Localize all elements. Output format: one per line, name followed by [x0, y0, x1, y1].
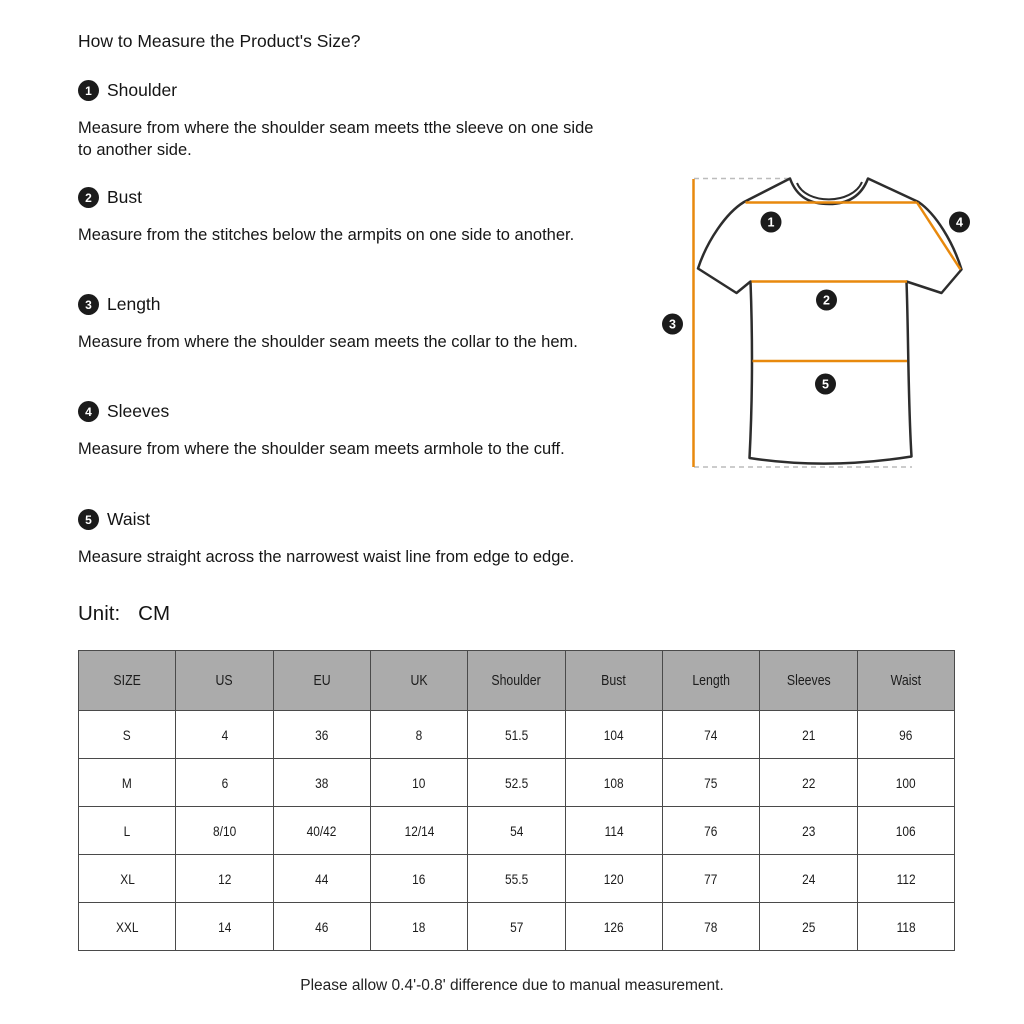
cell: 75 [662, 759, 759, 807]
cell: 74 [662, 711, 759, 759]
step-label: Length [107, 294, 161, 314]
col-header-waist: Waist [857, 651, 954, 711]
unit-label: Unit: [78, 602, 121, 625]
diagram-marker-length [662, 314, 683, 335]
step-description-sleeves: Measure from where the shoulder seam meets armhole to the cuff. [78, 440, 565, 458]
step-number: 1 [85, 83, 92, 98]
cell: M [79, 759, 176, 807]
step-label: Waist [107, 509, 151, 529]
cell: 77 [662, 855, 759, 903]
cell: 10 [370, 759, 467, 807]
table-row-l [79, 807, 955, 855]
svg-text:1: 1 [767, 215, 775, 230]
cell: 40/42 [273, 807, 370, 855]
cell: 120 [565, 855, 662, 903]
cell: 18 [370, 903, 467, 951]
cell: 25 [760, 903, 857, 951]
step-description-shoulder: Measure from where the shoulder seam meets tthe sleeve on one side to another side. [78, 119, 594, 159]
diagram-marker-sleeves [949, 212, 970, 233]
tshirt-outline [698, 179, 962, 464]
cell: 126 [565, 903, 662, 951]
cell: 22 [760, 759, 857, 807]
step-label: Bust [107, 187, 143, 207]
svg-text:5: 5 [822, 377, 829, 392]
cell: 38 [273, 759, 370, 807]
cell: 52.5 [468, 759, 565, 807]
step-number: 2 [85, 190, 92, 205]
step-number-badge [78, 80, 99, 101]
cell: 21 [760, 711, 857, 759]
cell: 118 [857, 903, 954, 951]
cell: 51.5 [468, 711, 565, 759]
cell: 96 [857, 711, 954, 759]
cell: 44 [273, 855, 370, 903]
col-header-eu: EU [273, 651, 370, 711]
svg-text:4: 4 [956, 215, 963, 230]
step-description-waist: Measure straight across the narrowest waist line from edge to edge. [78, 548, 575, 566]
col-header-size: SIZE [79, 651, 176, 711]
svg-text:3: 3 [669, 317, 676, 332]
cell: 108 [565, 759, 662, 807]
col-header-us: US [176, 651, 273, 711]
collar-rim [797, 182, 862, 199]
cell: XXL [79, 903, 176, 951]
col-header-sleeves: Sleeves [760, 651, 857, 711]
diagram-marker-bust [816, 290, 837, 311]
cell: 57 [468, 903, 565, 951]
step-label: Sleeves [107, 401, 170, 421]
cell: 16 [370, 855, 467, 903]
step-label: Shoulder [107, 80, 178, 100]
cell: 8 [370, 711, 467, 759]
col-header-bust: Bust [565, 651, 662, 711]
table-row-m [79, 759, 955, 807]
cell: 6 [176, 759, 273, 807]
cell: 12/14 [370, 807, 467, 855]
step-number-badge [78, 187, 99, 208]
step-number: 3 [85, 297, 92, 312]
step-number-badge [78, 401, 99, 422]
unit-line [78, 602, 170, 626]
step-heading-shoulder [78, 80, 177, 101]
table-row-xxl [79, 903, 955, 951]
cell: 24 [760, 855, 857, 903]
cell: 114 [565, 807, 662, 855]
measurement-disclaimer: Please allow 0.4'-0.8' difference due to manual measurement. [300, 977, 724, 994]
cell: 100 [857, 759, 954, 807]
col-header-shoulder: Shoulder [468, 651, 565, 711]
diagram-marker-waist [815, 374, 836, 395]
step-number: 5 [85, 512, 92, 527]
diagram-marker-shoulder [761, 212, 782, 233]
page-title: How to Measure the Product's Size? [78, 31, 361, 51]
cell: 76 [662, 807, 759, 855]
table-header-row [79, 651, 955, 711]
unit-value: CM [138, 602, 171, 625]
table-row-s [79, 711, 955, 759]
cell: 23 [760, 807, 857, 855]
cell: 106 [857, 807, 954, 855]
cell: L [79, 807, 176, 855]
step-description-length: Measure from where the shoulder seam meets the collar to the hem. [78, 333, 578, 351]
cell: 8/10 [176, 807, 273, 855]
cell: 78 [662, 903, 759, 951]
size-chart-table [78, 650, 955, 951]
cell: XL [79, 855, 176, 903]
step-description-bust: Measure from the stitches below the armpits on one side to another. [78, 226, 575, 244]
table-row-xl [79, 855, 955, 903]
cell: 46 [273, 903, 370, 951]
cell: 14 [176, 903, 273, 951]
tshirt-measurement-diagram [640, 150, 1024, 490]
cell: 4 [176, 711, 273, 759]
cell: 12 [176, 855, 273, 903]
cell: 36 [273, 711, 370, 759]
cell: 54 [468, 807, 565, 855]
cell: S [79, 711, 176, 759]
col-header-length: Length [662, 651, 759, 711]
cell: 55.5 [468, 855, 565, 903]
step-heading-waist [78, 509, 150, 530]
step-number-badge [78, 509, 99, 530]
cell: 112 [857, 855, 954, 903]
step-heading-sleeves [78, 401, 169, 422]
step-heading-length [78, 294, 161, 315]
step-heading-bust [78, 187, 142, 208]
step-number-badge [78, 294, 99, 315]
cell: 104 [565, 711, 662, 759]
step-number: 4 [85, 404, 92, 419]
col-header-uk: UK [370, 651, 467, 711]
svg-text:2: 2 [823, 293, 830, 308]
